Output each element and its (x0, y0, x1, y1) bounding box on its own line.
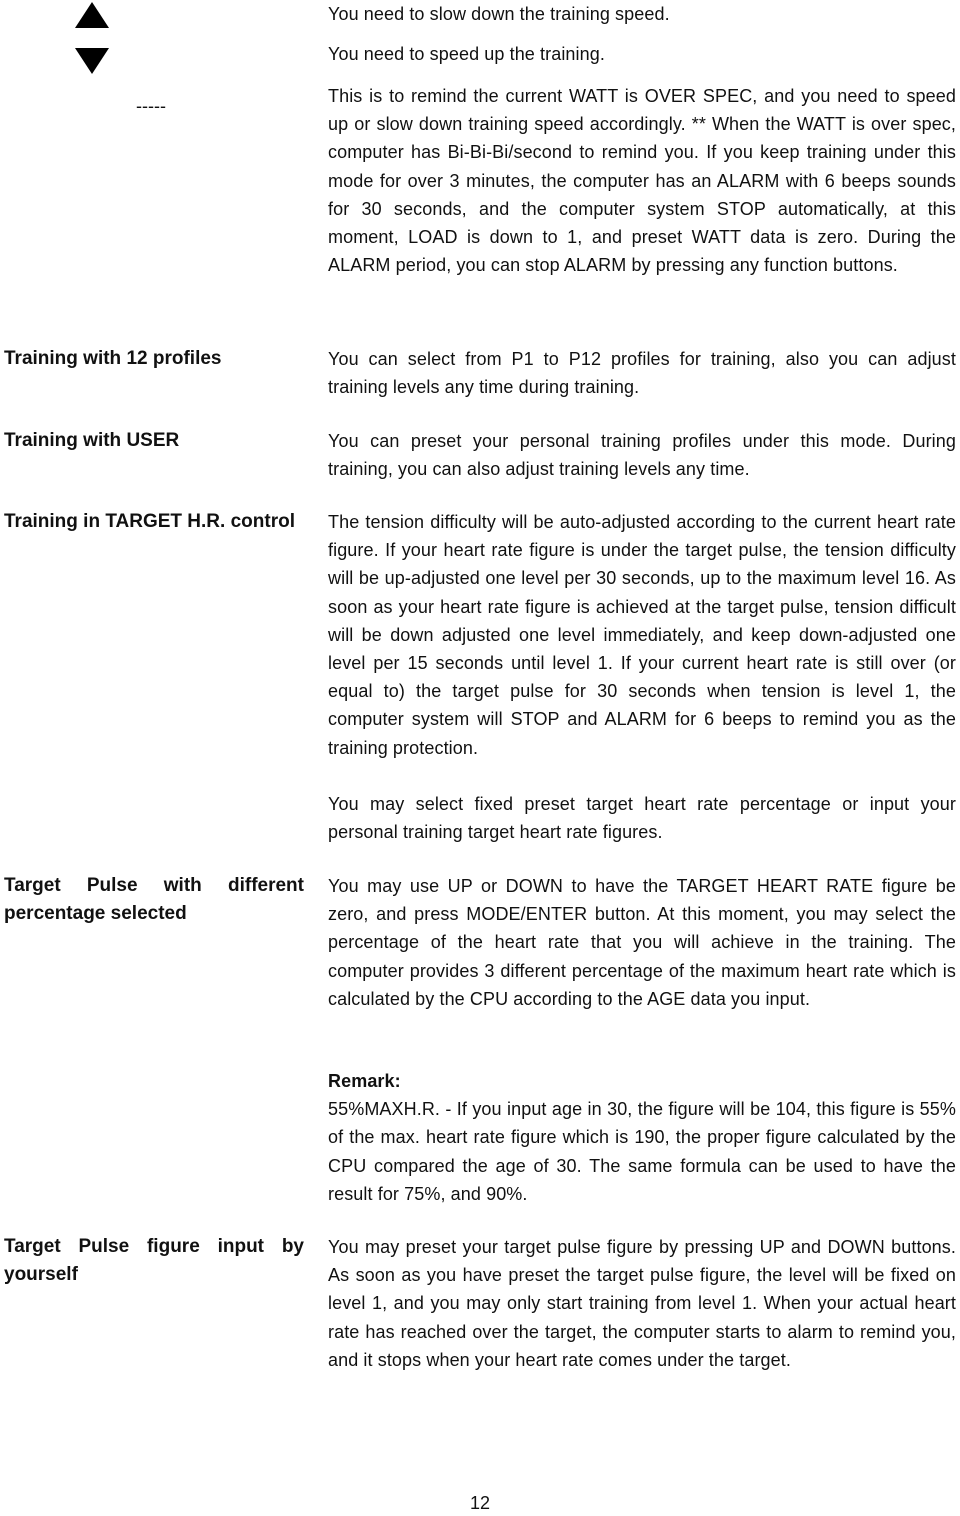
remark-block (328, 1067, 956, 1208)
target-hr-text-2: You may select fixed preset target heart rate percentage or input your personal training target heart rate figures. (328, 794, 956, 843)
speed-up-text: You need to speed up the training. (328, 44, 605, 64)
manual-label: Target Pulse figure input by yourself (4, 1236, 304, 1286)
target-hr-label: Training in TARGET H.R. control (4, 511, 295, 532)
user-text: You can preset your personal training profiles under this mode. During training, you can also adjust training levels any time. (328, 431, 956, 480)
user-label: Training with USER (4, 430, 180, 451)
page-number: 12 (469, 1493, 491, 1513)
triangle-down-icon (72, 46, 112, 78)
slow-down-text: You need to slow down the training speed. (328, 4, 670, 24)
profiles-label: Training with 12 profiles (4, 348, 222, 369)
profiles-text: You can select from P1 to P12 profiles for training, also you can adjust training levels any time during training. (328, 349, 956, 398)
dash-symbol: ----- (136, 96, 166, 116)
over-spec-text: This is to remind the current WATT is OVER SPEC, and you need to speed up or slow down training speed accordingly. ** When the WATT is over spec, computer has Bi-Bi-Bi/second to remind you. If you keep training under this mode for over 3 minutes, the computer has an ALARM with 6 beeps sounds for 30 seconds, and the computer system STOP automatically, at this moment, LOAD is down to 1, and preset WATT data is zero. During the ALARM period, you can stop ALARM by pressing any function buttons. (328, 86, 956, 276)
remark-text: 55%MAXH.R. - If you input age in 30, the figure will be 104, this figure is 55% of the max. heart rate figure which is 190, the proper figure calculated by the CPU compared the age of 30. The same formula can be used to have the result for 75%, and 90%. (328, 1099, 956, 1204)
target-hr-text: The tension difficulty will be auto-adjusted according to the current heart rate figure. If your heart rate figure is under the target pulse, the tension difficulty will be up-adjusted one level per 30 seconds, up to the maximum level 16. As soon as your heart rate figure is achieved at the target pulse, tension difficult will be down adjusted one level immediately, and keep down-adjusted one level per 15 seconds until level 1. If your current heart rate is still over (or equal to) the target pulse for 30 seconds when tension is level 1, the computer system will STOP and ALARM for 6 beeps to remind you as the training protection. (328, 512, 956, 758)
percentage-text: You may use UP or DOWN to have the TARGET HEART RATE figure be zero, and press MODE/ENTER button. At this moment, you may select the percentage of the heart rate that you will achieve in the training. The computer provides 3 different percentage of the maximum heart rate which is calculated by the CPU according to the AGE data you input. (328, 876, 956, 1009)
percentage-label: Target Pulse with different percentage selected (4, 875, 304, 925)
manual-text: You may preset your target pulse figure by pressing UP and DOWN buttons. As soon as you have preset the target pulse figure, the level will be fixed on level 1, and you may only start training from level 1. When your actual heart rate has reached over the target, the computer starts to alarm to remind you, and it stops when your heart rate comes under the target. (328, 1237, 956, 1370)
triangle-up-icon (72, 0, 112, 32)
remark-heading: Remark: (328, 1071, 401, 1091)
